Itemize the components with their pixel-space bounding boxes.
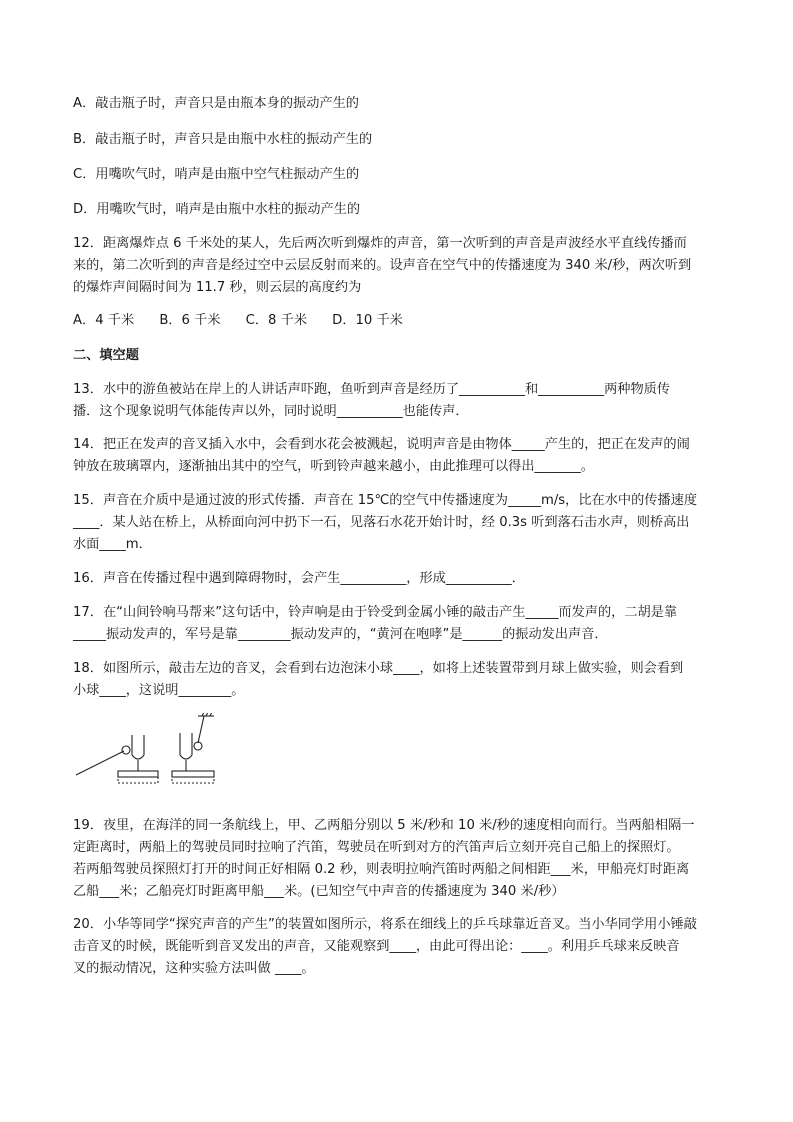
q20-line-2: 击音叉的时候，既能听到音叉发出的声音，又能观察到____，由此可得出论：____。利用乒乓球来反映音 xyxy=(73,939,680,954)
q11-option-a: A．敲击瓶子时，声音只是由瓶本身的振动产生的 xyxy=(73,96,359,111)
q19-line-1: 19．夜里，在海洋的同一条航线上，甲、乙两船分别以 5 米/秒和 10 米/秒的速度相向而行。当两船相隔一 xyxy=(73,818,695,833)
q19-line-4: 乙船___米；乙船亮灯时距离甲船___米。(已知空气中声音的传播速度为 340 米/秒） xyxy=(73,884,565,899)
q12-line-3: 的爆炸声间隔时间为 11.7 秒，则云层的高度约为 xyxy=(73,280,362,295)
q14-line-1: 14．把正在发声的音叉插入水中，会看到水花会被溅起，说明声音是由物体_____产生的，把正在发声的闹 xyxy=(73,437,690,452)
q12-line-2: 来的，第二次听到的声音是经过空中云层反射而来的。设声音在空气中的传播速度为 340 米/秒，两次听到 xyxy=(73,258,692,273)
q17-line-1: 17．在“山间铃响马帮来”这句话中，铃声响是由于铃受到金属小锤的敲击产生_____而发声的，二胡是靠 xyxy=(73,605,678,620)
section-title: 二、填空题 xyxy=(73,348,139,363)
tuning-fork-figure xyxy=(74,713,234,793)
q18-line-1: 18．如图所示，敲击左边的音叉，会看到右边泡沫小球____，如将上述装置带到月球上做实验，则会看到 xyxy=(73,661,684,676)
q19-line-2: 定距离时，两船上的驾驶员同时拉响了汽笛，驾驶员在听到对方的汽笛声后立刻开亮自己船上的探照灯。 xyxy=(73,840,680,855)
q20-line-1: 20．小华等同学“探究声音的产生”的装置如图所示，将系在细线上的乒乓球靠近音叉。当小华同学用小锤敲 xyxy=(73,917,697,932)
hammer-head xyxy=(122,746,130,754)
q13-line-2: 播．这个现象说明气体能传声以外，同时说明__________也能传声． xyxy=(73,404,469,419)
q19-line-3: 若两船驾驶员探照灯打开的时间正好相隔 0.2 秒，则表明拉响汽笛时两船之间相距___米，甲船亮灯时距离 xyxy=(73,862,690,877)
q15-line-1: 15．声音在介质中是通过波的形式传播．声音在 15℃的空气中传播速度为_____m/s，比在水中的传播速度 xyxy=(73,493,698,508)
q11-option-d: D．用嘴吹气时，哨声是由瓶中水柱的振动产生的 xyxy=(73,202,361,217)
q12-options: A．4 千米 B．6 千米 C．8 千米 D．10 千米 xyxy=(73,313,403,328)
q15-line-3: 水面____m． xyxy=(73,537,152,552)
string xyxy=(198,716,204,743)
q17-line-2: _____振动发声的，军号是靠________振动发声的，“黄河在咆哮”是______的振动发出声音． xyxy=(73,627,608,642)
right-base xyxy=(172,771,214,777)
q20-line-3: 叉的振动情况，这种实验方法叫做 ____。 xyxy=(73,961,315,976)
q16-line-1: 16．声音在传播过程中遇到障碍物时，会产生__________，形成__________． xyxy=(73,571,525,586)
q11-option-b: B．敲击瓶子时，声音只是由瓶中水柱的振动产生的 xyxy=(73,132,373,147)
left-fork xyxy=(132,735,144,759)
hammer-handle xyxy=(76,751,124,775)
q11-option-c: C．用嘴吹气时，哨声是由瓶中空气柱振动产生的 xyxy=(73,167,360,182)
foam-ball xyxy=(194,742,202,750)
right-fork xyxy=(180,733,192,759)
left-base xyxy=(118,771,158,777)
q12-line-1: 12．距离爆炸点 6 千米处的某人，先后两次听到爆炸的声音，第一次听到的声音是声波经水平直线传播而 xyxy=(73,236,687,251)
q15-line-2: ____．某人站在桥上，从桥面向河中扔下一石，见落石水花开始计时，经 0.3s 听到落石击水声，则桥高出 xyxy=(73,515,690,530)
q13-line-1: 13．水中的游鱼被站在岸上的人讲话声吓跑，鱼听到声音是经历了__________和__________两种物质传 xyxy=(73,382,671,397)
q14-line-2: 钟放在玻璃罩内，逐渐抽出其中的空气，听到铃声越来越小，由此推理可以得出_______。 xyxy=(73,459,594,474)
q18-line-2: 小球____，这说明________。 xyxy=(73,683,245,698)
